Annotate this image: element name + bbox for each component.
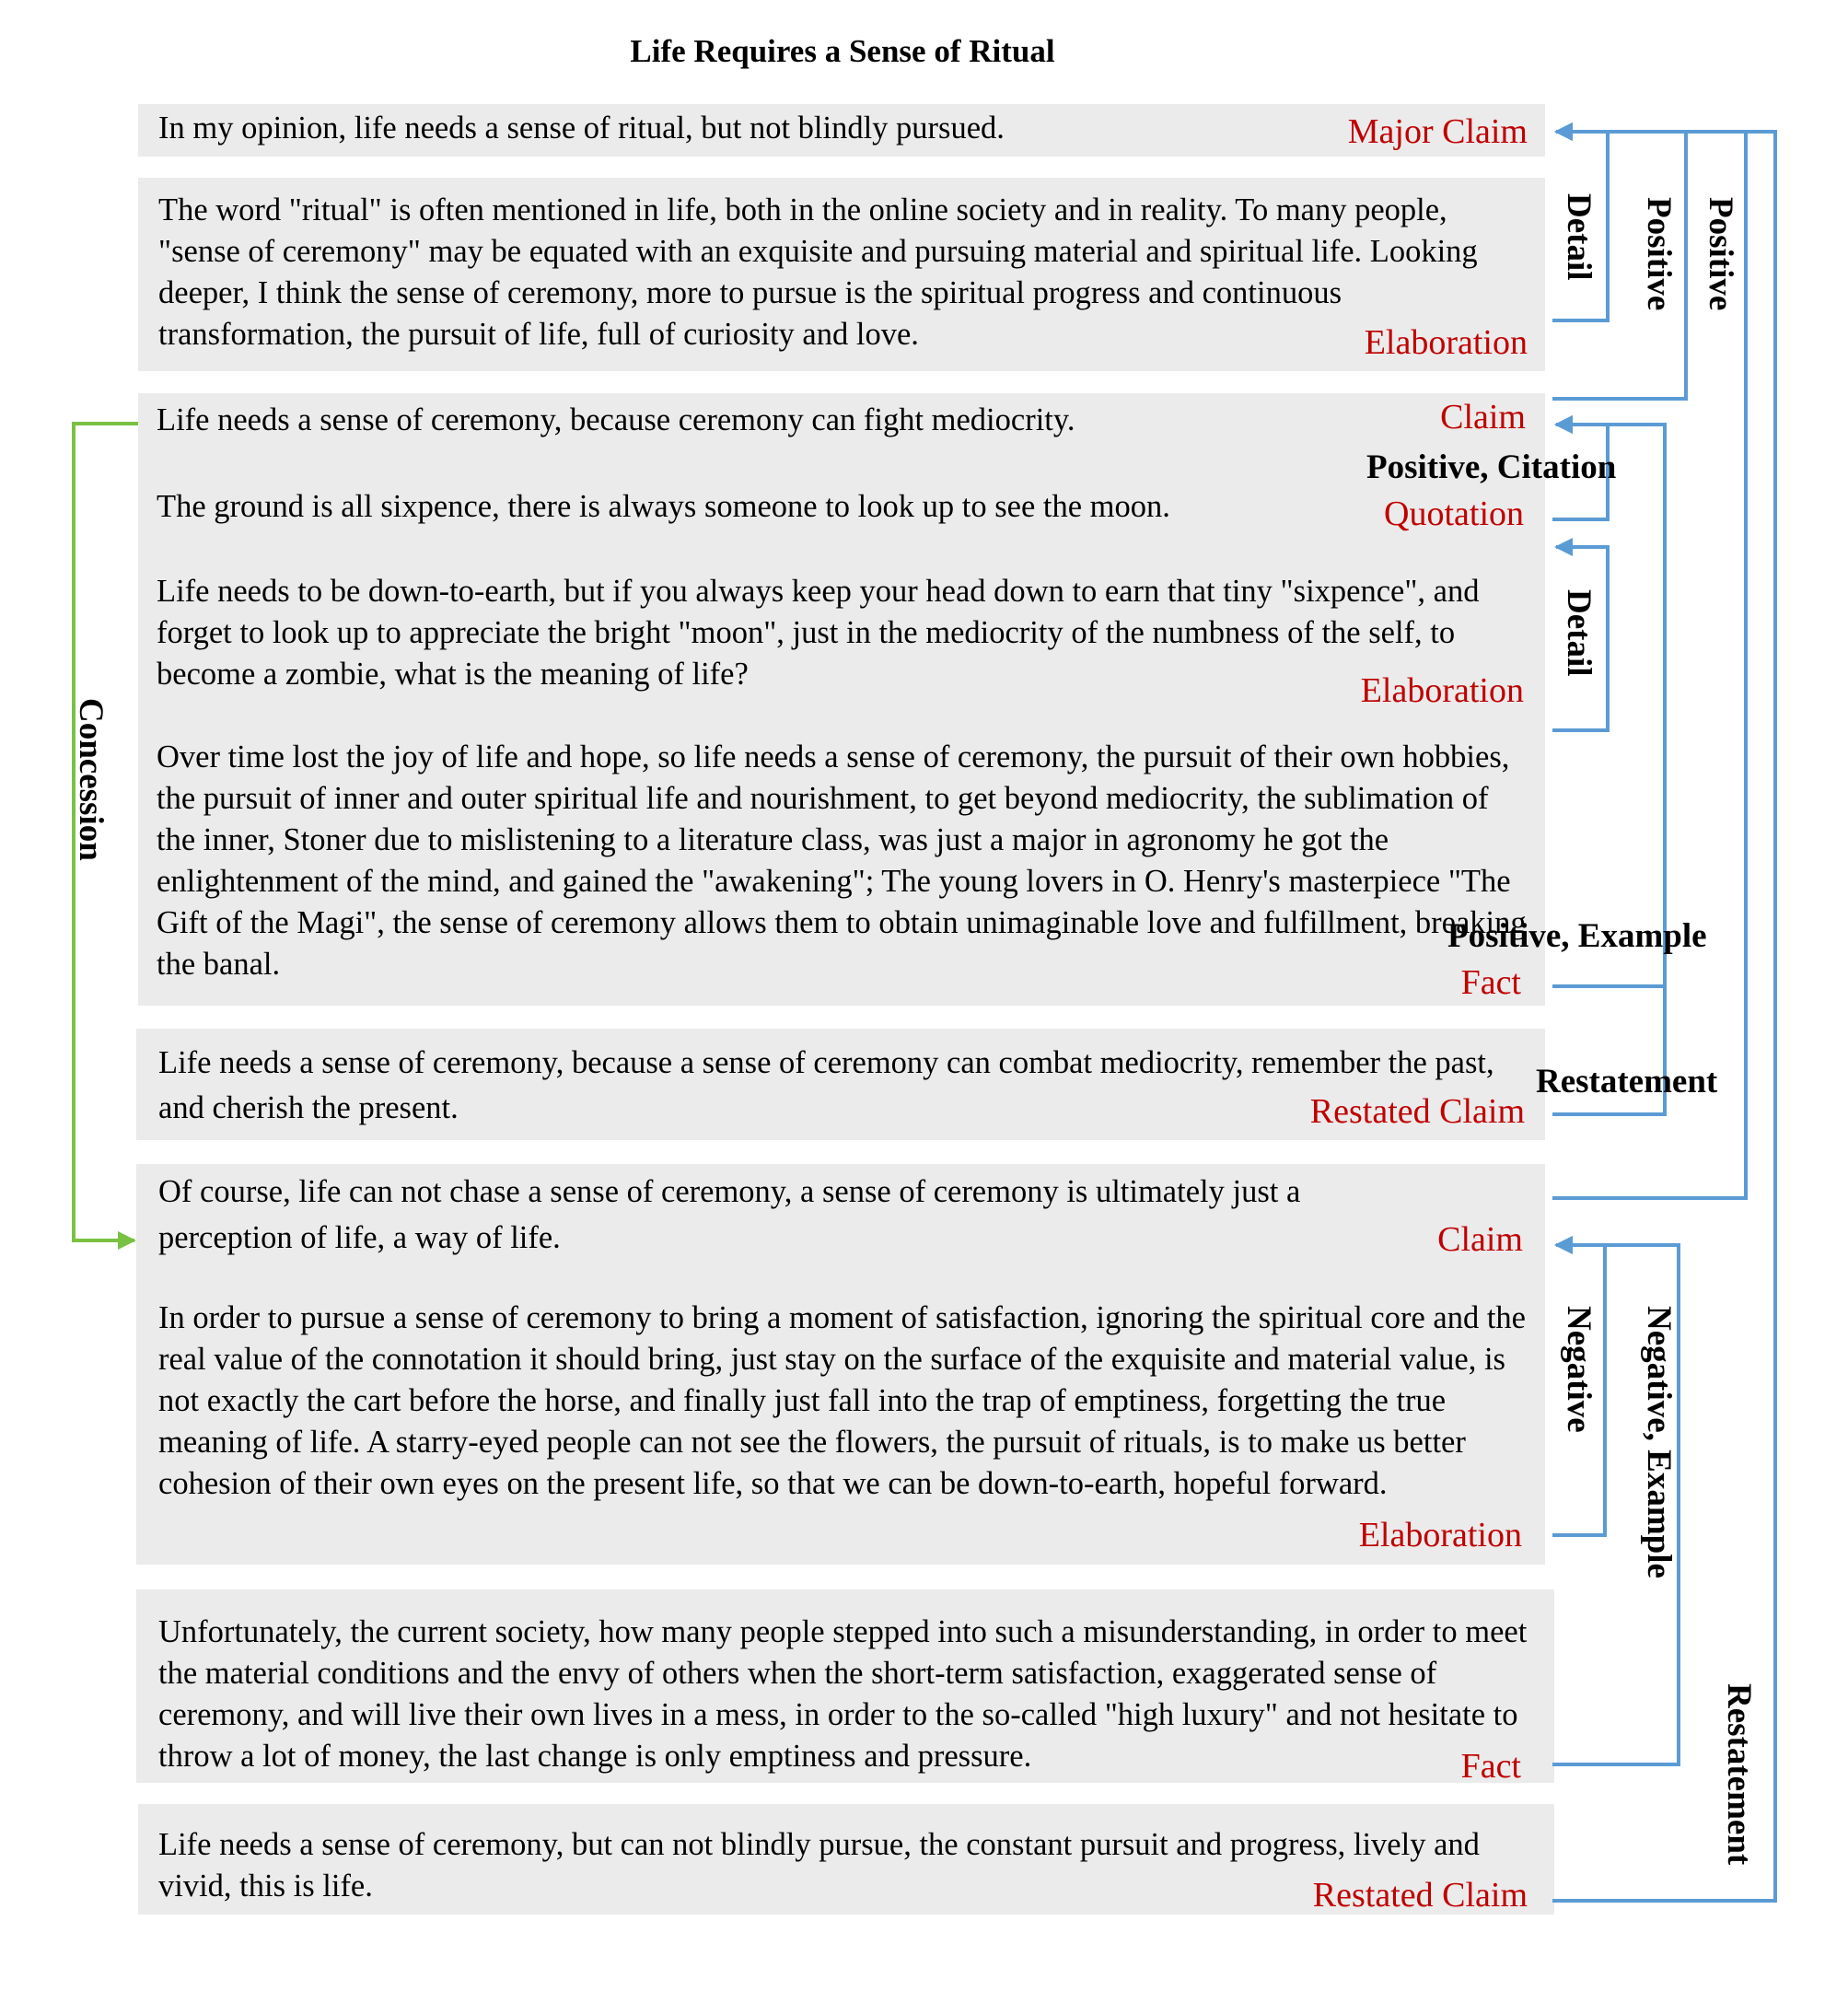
paragraph-restated-claim-1: Life needs a sense of ceremony, because a sense of ceremony can combat mediocrity, remember the past, and cherish the present.: [158, 1045, 1494, 1125]
label-claim-2: Claim: [1437, 1220, 1523, 1259]
label-claim-1: Claim: [1440, 398, 1526, 437]
page-title: Life Requires a Sense of Ritual: [630, 33, 1055, 69]
relation-negative: Negative: [1560, 1306, 1598, 1433]
paragraph-major-claim: In my opinion, life needs a sense of ritual, but not blindly pursued.: [158, 111, 1005, 146]
label-fact-2: Fact: [1460, 1747, 1521, 1786]
paragraph-elaboration-3: In order to pursue a sense of ceremony to bring a moment of satisfaction, ignoring the spiritual core and the real value of the connotation it should bring, just stay on the surface of the exquisite and material value, is not exactly the cart before the horse, and finally just fall into the trap of emptiness, forgetting the true meaning of life. A starry-eyed people can not see the flowers, the pursuit of rituals, is to make us better cohesion of their own eyes on the present life, so that we can be down-to-earth, hopeful forward.: [158, 1300, 1526, 1501]
paragraph-elaboration-1: The word "ritual" is often mentioned in life, both in the online society and in reality. To many people, "sense of ceremony" may be equated with an exquisite and pursuing material and spiritual life. Looking deeper, I think the sense of ceremony, more to pursue is the spiritual progress and continuous transformation, the pursuit of life, full of curiosity and love.: [158, 192, 1478, 352]
relation-concession: Concession: [72, 698, 110, 861]
label-fact-1: Fact: [1460, 963, 1521, 1002]
paragraph-claim-1: Life needs a sense of ceremony, because ceremony can fight mediocrity.: [157, 402, 1075, 437]
relation-negative-example: Negative, Example: [1640, 1306, 1678, 1578]
paragraph-elaboration-2: Life needs to be down-to-earth, but if you always keep your head down to earn that tiny "sixpence", and forget to look up to appreciate the bright "moon", just in the mediocrity of the numbness of the self, to become a zombie, what is the meaning of life?: [157, 574, 1480, 692]
label-elaboration-3: Elaboration: [1358, 1516, 1522, 1554]
relation-positive-2: Positive: [1702, 197, 1739, 311]
label-restated-claim-1: Restated Claim: [1309, 1092, 1525, 1131]
relation-restatement-1: Restatement: [1536, 1063, 1718, 1100]
paragraph-fact-1: Over time lost the joy of life and hope, so life needs a sense of ceremony, the pursuit of their own hobbies, the pursuit of inner and outer spiritual life and nourishment, to get beyond mediocrity, the sublimation of the inner, Stoner due to mislistening to a literature class, was just a major in agronomy he got the enlightenment of the mind, and gained the "awakening"; The young lovers in O. Henry's masterpiece "The Gift of the Magi", the sense of ceremony allows them to obtain unimaginable love and fulfillment, breaking the banal.: [157, 739, 1527, 982]
relation-restatement-2: Restatement: [1720, 1683, 1758, 1866]
label-quotation: Quotation: [1384, 495, 1524, 533]
label-elaboration-2: Elaboration: [1360, 671, 1524, 710]
relation-detail-1: Detail: [1560, 193, 1598, 281]
label-restated-claim-2: Restated Claim: [1312, 1876, 1528, 1915]
label-major-claim: Major Claim: [1347, 112, 1528, 151]
paragraph-claim-2: Of course, life can not chase a sense of ceremony, a sense of ceremony is ultimately just a perception of life, a way of life.: [158, 1174, 1301, 1255]
relation-positive-example: Positive, Example: [1447, 917, 1707, 955]
paragraph-quotation: The ground is all sixpence, there is always someone to look up to see the moon.: [157, 489, 1170, 524]
relation-positive-1: Positive: [1640, 197, 1678, 311]
relation-positive-citation: Positive, Citation: [1366, 448, 1617, 486]
relation-detail-2: Detail: [1560, 589, 1598, 677]
paragraph-fact-2: Unfortunately, the current society, how many people stepped into such a misunderstanding, in order to meet the material conditions and the envy of others when the short-term satisfaction, exaggerated sense of ceremony, and will live their own lives in a mess, in order to the so-called "high luxury" and not hesitate to throw a lot of money, the last change is only emptiness and pressure.: [158, 1614, 1528, 1774]
label-elaboration-1: Elaboration: [1364, 323, 1528, 362]
paragraph-restated-claim-2: Life needs a sense of ceremony, but can not blindly pursue, the constant pursuit and progress, lively and vivid, this is life.: [158, 1827, 1480, 1903]
arrow-restatement-1: [1552, 425, 1665, 1114]
